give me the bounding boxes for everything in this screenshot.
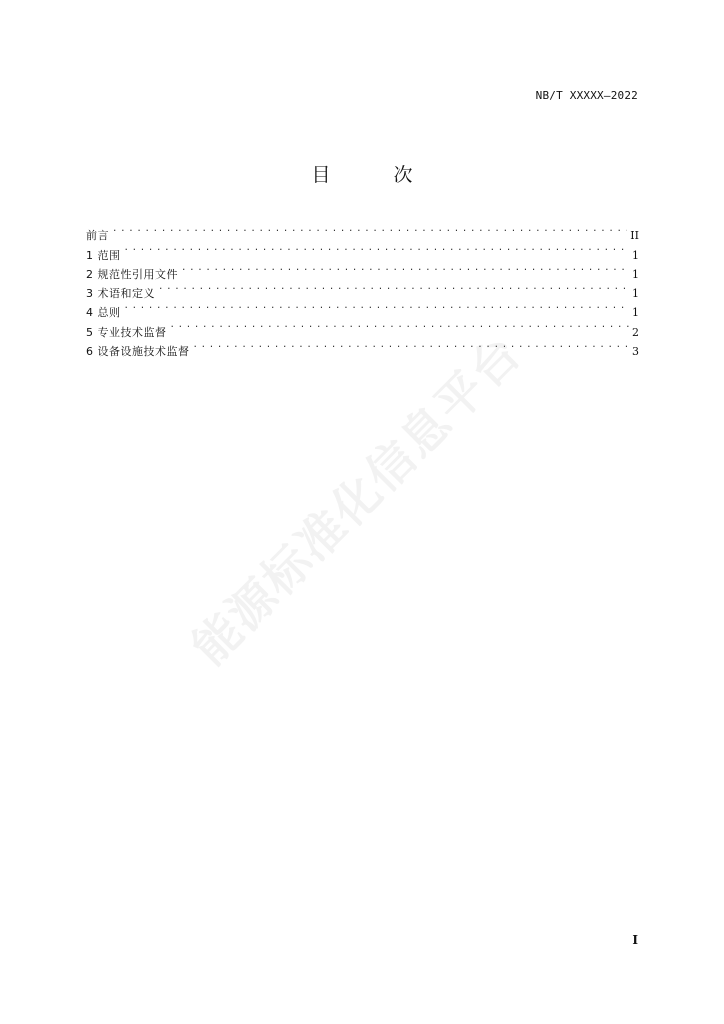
- standard-code: NB/T XXXXX—2022: [535, 89, 638, 102]
- toc-entry-page: II: [630, 229, 639, 243]
- toc-dot-leader: [170, 316, 630, 335]
- toc-dot-leader: [124, 239, 630, 258]
- toc-dot-leader: [181, 259, 629, 278]
- toc-entry-label: 4 总则: [86, 306, 121, 320]
- toc-entry-terms-definitions[interactable]: [86, 278, 639, 301]
- toc-entry-label: 6 设备设施技术监督: [86, 345, 190, 359]
- toc-dot-leader: [124, 297, 630, 316]
- toc-list: [86, 220, 639, 359]
- toc-dot-leader: [193, 336, 630, 355]
- toc-entry-page: 3: [632, 345, 639, 359]
- toc-entry-professional-supervision[interactable]: [86, 316, 639, 339]
- toc-entry-scope[interactable]: [86, 239, 639, 262]
- toc-dot-leader: [158, 278, 629, 297]
- toc-entry-page: 1: [632, 248, 639, 262]
- toc-entry-page: 1: [632, 306, 639, 320]
- toc-entry-page: 2: [632, 325, 639, 339]
- toc-entry-normative-references[interactable]: [86, 259, 639, 281]
- toc-entry-label: 3 术语和定义: [86, 287, 155, 301]
- toc-entry-label: 2 规范性引用文件: [86, 267, 178, 281]
- page-number: I: [632, 933, 638, 947]
- toc-entry-general[interactable]: [86, 297, 639, 320]
- toc-dot-leader: [112, 220, 627, 239]
- toc-entry-label: 5 专业技术监督: [86, 325, 167, 339]
- toc-entry-label: 1 范围: [86, 248, 121, 262]
- watermark: 能源标准化信息平台: [182, 325, 533, 676]
- toc-entry-foreword[interactable]: [86, 220, 639, 243]
- toc-entry-page: 1: [632, 267, 639, 281]
- toc-title: 目 次: [311, 164, 435, 186]
- toc-entry-label: 前言: [86, 229, 109, 243]
- toc-entry-page: 1: [632, 287, 639, 301]
